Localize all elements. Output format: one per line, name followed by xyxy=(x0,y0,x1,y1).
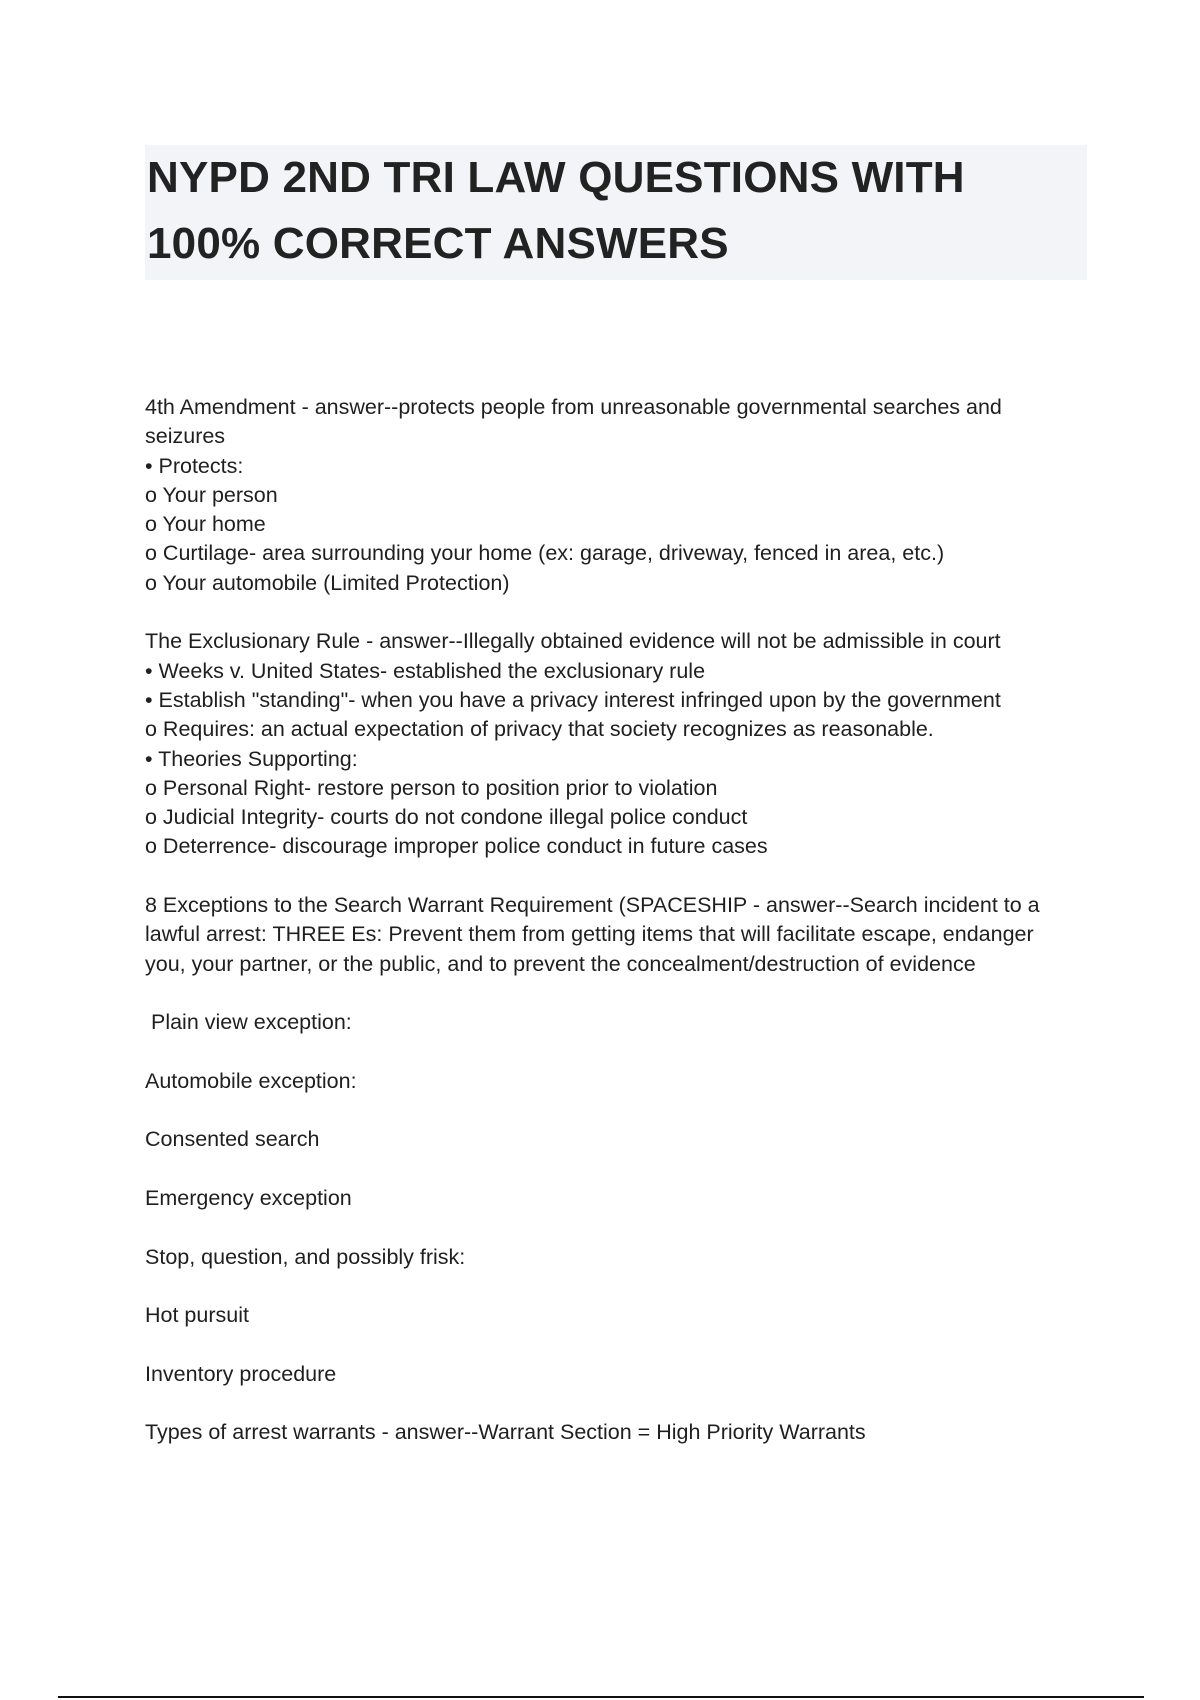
title-line-1: NYPD 2ND TRI LAW QUESTIONS WITH xyxy=(147,153,965,202)
paragraph-gap xyxy=(145,1096,1085,1125)
qa-block-exclusionary-rule xyxy=(145,627,1085,861)
qa-block-search-warrant-exceptions xyxy=(145,891,1085,979)
text-line: The Exclusionary Rule - answer--Illegally obtained evidence will not be admissible in court xyxy=(145,629,1001,654)
qa-item-hot-pursuit: Hot pursuit xyxy=(145,1303,249,1328)
text-line: o Your person xyxy=(145,482,278,507)
text-line: • Protects: xyxy=(145,453,244,478)
qa-item-plain-view: Plain view exception: xyxy=(145,1010,352,1035)
text-line: you, your partner, or the public, and to prevent the concealment/destruction of evidence xyxy=(145,951,976,976)
title-line-2: 100% CORRECT ANSWERS xyxy=(147,219,729,268)
paragraph-gap xyxy=(145,1213,1085,1242)
text-line: o Requires: an actual expectation of privacy that society recognizes as reasonable. xyxy=(145,717,934,742)
qa-item-consented-search: Consented search xyxy=(145,1127,320,1152)
qa-block-4th-amendment xyxy=(145,393,1085,598)
text-line: 8 Exceptions to the Search Warrant Requirement (SPACESHIP - answer--Search incident to a xyxy=(145,893,1040,918)
text-line: • Weeks v. United States- established the exclusionary rule xyxy=(145,658,706,683)
paragraph-gap xyxy=(145,1155,1085,1184)
qa-item-stop-question-frisk: Stop, question, and possibly frisk: xyxy=(145,1244,466,1269)
paragraph-gap xyxy=(145,979,1085,1008)
text-line: lawful arrest: THREE Es: Prevent them from getting items that will facilitate escape, endanger xyxy=(145,922,1034,947)
footer-divider xyxy=(58,1696,1144,1698)
paragraph-gap xyxy=(145,1038,1085,1067)
text-line: o Judicial Integrity- courts do not condone illegal police conduct xyxy=(145,805,748,830)
qa-item-arrest-warrants: Types of arrest warrants - answer--Warrant Section = High Priority Warrants xyxy=(145,1420,866,1445)
text-line: o Your automobile (Limited Protection) xyxy=(145,570,510,595)
paragraph-gap xyxy=(145,862,1085,891)
text-line: • Theories Supporting: xyxy=(145,746,358,771)
paragraph-gap xyxy=(145,1389,1085,1418)
text-line: o Personal Right- restore person to position prior to violation xyxy=(145,775,718,800)
text-line: o Curtilage- area surrounding your home (ex: garage, driveway, fenced in area, etc.) xyxy=(145,541,945,566)
document-body xyxy=(145,393,1085,1448)
text-line: o Deterrence- discourage improper police conduct in future cases xyxy=(145,834,768,859)
text-line: • Establish "standing"- when you have a privacy interest infringed upon by the government xyxy=(145,687,1001,712)
document-title xyxy=(145,145,1087,280)
paragraph-gap xyxy=(145,1272,1085,1301)
text-line: seizures xyxy=(145,424,226,449)
qa-item-inventory: Inventory procedure xyxy=(145,1361,337,1386)
qa-item-automobile: Automobile exception: xyxy=(145,1068,357,1093)
qa-item-emergency: Emergency exception xyxy=(145,1186,352,1211)
paragraph-gap xyxy=(145,1331,1085,1360)
text-line: 4th Amendment - answer--protects people from unreasonable governmental searches and xyxy=(145,395,1002,419)
paragraph-gap xyxy=(145,598,1085,627)
text-line: o Your home xyxy=(145,512,266,537)
